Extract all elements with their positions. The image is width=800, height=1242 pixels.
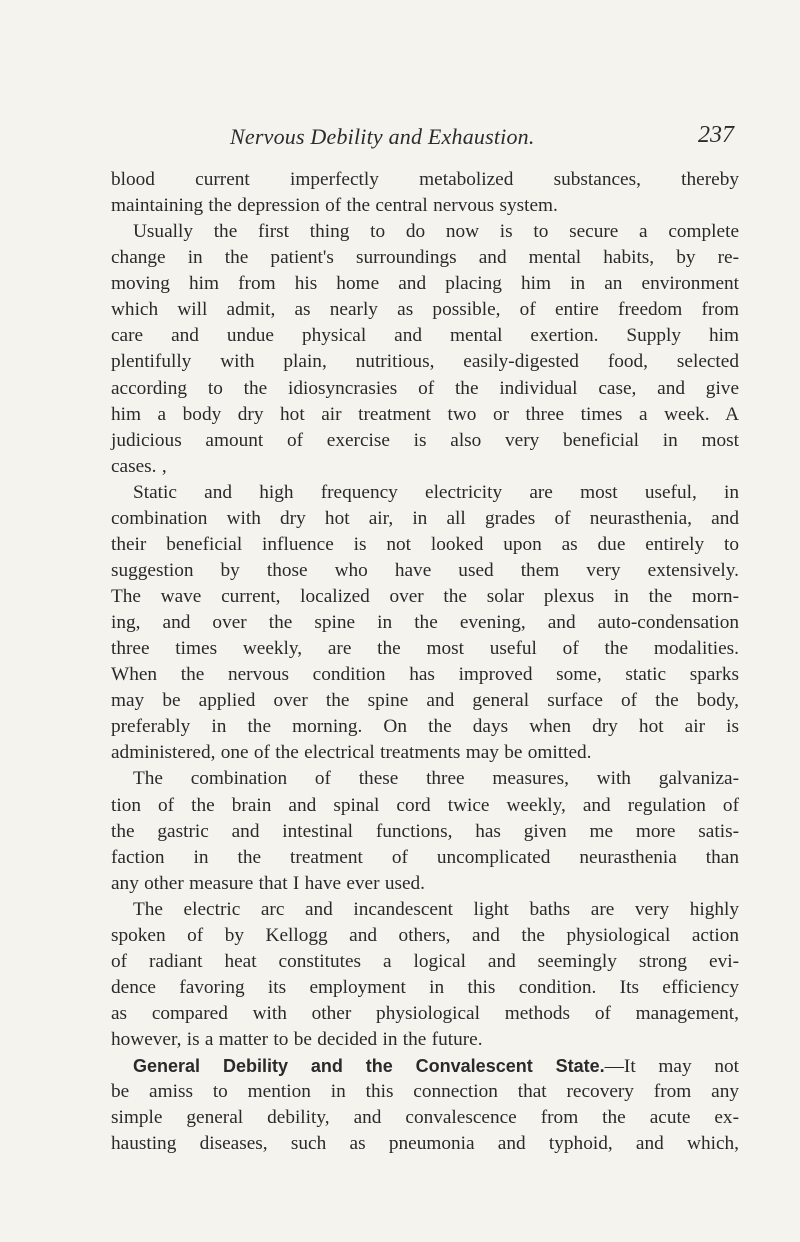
text-line: combination with dry hot air, in all grades of neurasthenia, and <box>111 507 739 529</box>
text-line: according to the idiosyncrasies of the individual case, and give <box>111 377 739 399</box>
text-line: ing, and over the spine in the evening, and auto-condensation <box>111 612 739 634</box>
text-line: as compared with other physiological methods of management, <box>111 1003 739 1024</box>
text-line: him a body dry hot air treatment two or three times a week. A <box>111 403 739 425</box>
text-line: may be applied over the spine and general surface of the body, <box>111 690 739 712</box>
text-line: any other measure that I have ever used. <box>111 872 426 894</box>
text-line: The combination of these three measures, with galvaniza- <box>133 768 739 790</box>
text-line: simple general debility, and convalescence from the acute ex- <box>111 1107 739 1129</box>
running-title: Nervous Debility and Exhaustion. <box>230 124 535 149</box>
text-line: Usually the first thing to do now is to secure a complete <box>133 221 739 243</box>
text-line: the gastric and intestinal functions, has given me more satis- <box>111 820 739 842</box>
text-line: care and undue physical and mental exertion. Supply him <box>111 325 739 347</box>
page-number: 237 <box>698 122 734 148</box>
text-line: spoken of by Kellogg and others, and the physiological action <box>111 924 739 946</box>
text-line: Static and high frequency electricity are most useful, in <box>133 481 739 503</box>
text-line: The wave current, localized over the solar plexus in the morn- <box>111 586 739 607</box>
text-line: three times weekly, are the most useful of the modalities. <box>111 638 739 660</box>
text-line: tion of the brain and spinal cord twice weekly, and regulation of <box>111 794 739 816</box>
text-line: dence favoring its employment in this condition. Its efficiency <box>111 976 739 998</box>
text-line: maintaining the depression of the central nervous system. <box>111 195 558 217</box>
text-line: preferably in the morning. On the days when dry hot air is <box>111 716 739 738</box>
text-line: blood current imperfectly metabolized substances, thereby <box>111 169 739 190</box>
text-line: be amiss to mention in this connection that recovery from any <box>111 1081 739 1103</box>
text-line: plentifully with plain, nutritious, easily-digested food, selected <box>111 351 739 373</box>
text-line: hausting diseases, such as pneumonia and typhoid, and which, <box>111 1133 739 1155</box>
text-line: of radiant heat constitutes a logical and seemingly strong evi- <box>111 950 739 972</box>
section-line-text: —It may not <box>604 1056 739 1078</box>
body-text <box>111 167 739 1157</box>
section-heading: General Debility and the Convalescent State. <box>133 1056 605 1077</box>
text-line: their beneficial influence is not looked upon as due entirely to <box>111 533 739 555</box>
text-line: judicious amount of exercise is also very beneficial in most <box>111 429 739 451</box>
text-line: suggestion by those who have used them very extensively. <box>111 559 739 581</box>
text-line: however, is a matter to be decided in the future. <box>111 1029 483 1051</box>
text-line: which will admit, as nearly as possible, of entire freedom from <box>111 299 739 321</box>
running-head <box>230 122 734 154</box>
text-line: moving him from his home and placing him in an environment <box>111 273 739 295</box>
text-line: The electric arc and incandescent light baths are very highly <box>133 898 739 920</box>
text-line: cases. , <box>111 455 167 477</box>
text-line: change in the patient's surroundings and mental habits, by re- <box>111 247 739 269</box>
text-line: administered, one of the electrical treatments may be omitted. <box>111 742 592 764</box>
section-line <box>111 1053 739 1079</box>
text-line: When the nervous condition has improved some, static sparks <box>111 664 739 686</box>
text-line: faction in the treatment of uncomplicated neurasthenia than <box>111 846 739 868</box>
